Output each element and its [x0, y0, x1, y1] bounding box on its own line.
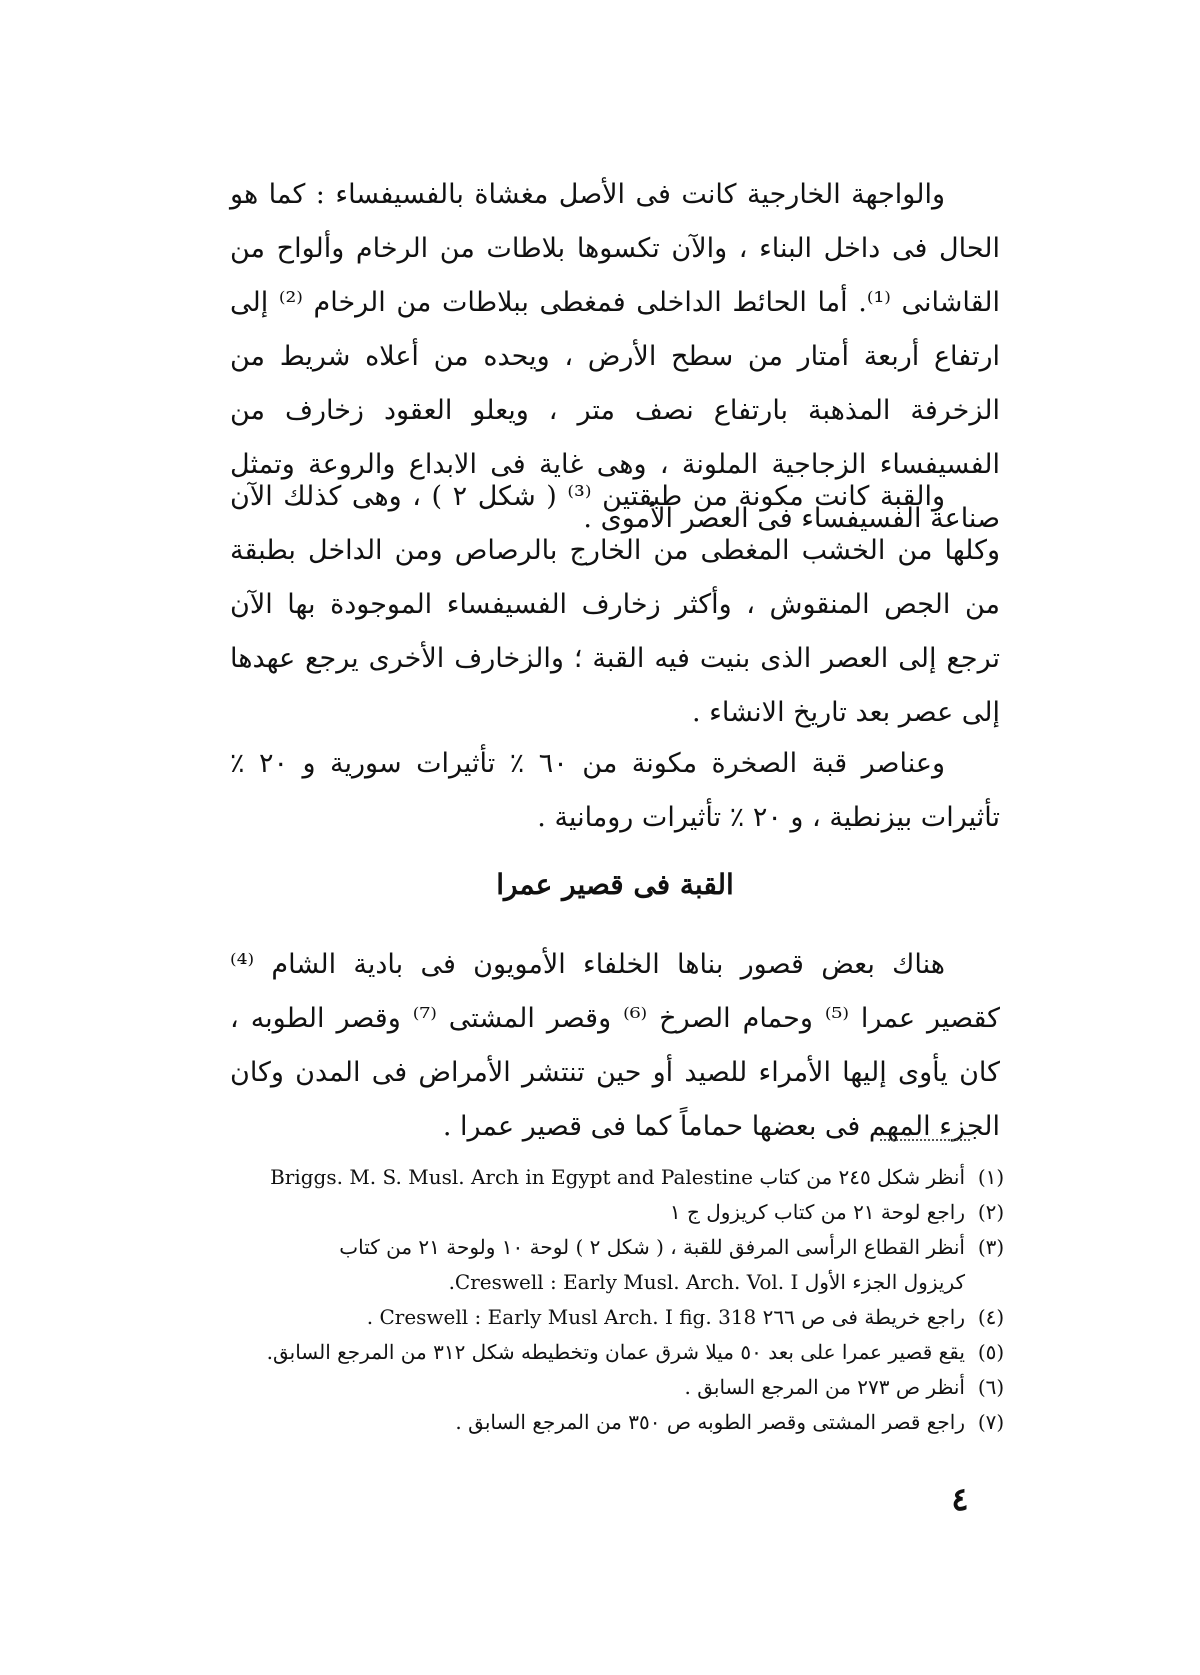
body-paragraph-4 [230, 938, 1000, 1154]
footnote-2 [215, 1195, 1005, 1230]
footnote-text: أنظر شكل ٢٤٥ من كتاب Briggs. M. S. Musl. Arch in Egypt and Palestine [270, 1165, 965, 1189]
footnote-number: (٥) [977, 1340, 1005, 1364]
footnote-text: راجع لوحة ٢١ من كتاب كريزول ج ١ [669, 1200, 965, 1224]
footnotes-list [215, 1160, 1005, 1440]
footnote-3 [215, 1230, 1005, 1265]
paragraph-text: وعناصر قبة الصخرة مكونة من ٦٠ ٪ تأثيرات سورية و ٢٠ ٪ تأثيرات بيزنطية ، و ٢٠ ٪ تأثيرات رومانية . [230, 748, 1000, 833]
section-heading: القبة فى قصير عمرا [496, 868, 734, 901]
footnote-number: (٤) [977, 1305, 1005, 1329]
paragraph-text: والواجهة الخارجية كانت فى الأصل مغشاة بالفسيفساء : كما هو الحال فى داخل البناء ، والآن تكسوها بلاطات من الرخام وألواح من القاشانى ⁽¹⁾. أما الحائط الداخلى فمغطى ببلاطات من الرخام ⁽²⁾ إلى ارتفاع أربعة أمتار من سطح الأرض ، ويحده من أعلاه شريط من الزخرفة المذهبة بارتفاع نصف متر ، ويعلو العقود زخارف من الفسيفساء الزجاجية الملونة ، وهى غاية فى الابداع والروعة وتمثل صناعة الفسيفساء فى العصر الأموى . [230, 179, 1000, 534]
paragraph-text: هناك بعض قصور بناها الخلفاء الأمويون فى بادية الشام ⁽⁴⁾ كقصير عمرا ⁽⁵⁾ وحمام الصرخ ⁽⁶⁾ وقصر المشتى ⁽⁷⁾ وقصر الطوبه ، كان يأوى إليها الأمراء للصيد أو حين تنتشر الأمراض فى المدن وكان الجزء المهم فى بعضها حماماً كما فى قصير عمرا . [230, 949, 1001, 1142]
footnote-text: أنظر ص ٢٧٣ من المرجع السابق . [684, 1375, 965, 1399]
footnote-text: أنظر القطاع الرأسى المرفق للقبة ، ( شكل ٢ ) لوحة ١٠ ولوحة ٢١ من كتاب [339, 1235, 965, 1259]
footnote-number: (٢) [977, 1200, 1005, 1224]
page-number: ٤ [951, 1480, 969, 1518]
footnote-5 [215, 1335, 1005, 1370]
footnote-text: يقع قصير عمرا على بعد ٥٠ ميلا شرق عمان وتخطيطه شكل ٣١٢ من المرجع السابق. [266, 1340, 965, 1364]
footnote-separator [880, 1139, 970, 1141]
footnote-6 [215, 1370, 1005, 1405]
footnote-text: راجع خريطة فى ص ٢٦٦ Creswell : Early Musl Arch. I fig. 318 . [366, 1305, 965, 1329]
footnote-number: (٦) [977, 1375, 1005, 1399]
body-paragraph-3 [230, 737, 1000, 845]
footnote-3-continued [215, 1265, 1005, 1300]
footnote-text: كريزول الجزء الأول Creswell : Early Musl. Arch. Vol. I. [448, 1270, 965, 1294]
paragraph-text: والقبة كانت مكونة من طبقتين ⁽³⁾ ( شكل ٢ ) ، وهى كذلك الآن وكلها من الخشب المغطى من الخارج بالرصاص ومن الداخل بطبقة من الجص المنقوش ، وأكثر زخارف الفسيفساء الموجودة بها الآن ترجع إلى العصر الذى بنيت فيه القبة ؛ والزخارف الأخرى يرجع عهدها إلى عصر بعد تاريخ الانشاء . [230, 481, 1000, 728]
footnote-number: (١) [977, 1165, 1005, 1189]
body-paragraph-2 [230, 470, 1000, 740]
footnote-number: (٣) [977, 1235, 1005, 1259]
footnote-7 [215, 1405, 1005, 1440]
footnote-4 [215, 1300, 1005, 1335]
footnote-text: راجع قصر المشتى وقصر الطوبه ص ٣٥٠ من المرجع السابق . [455, 1410, 965, 1434]
footnote-1 [215, 1160, 1005, 1195]
footnote-number: (٧) [977, 1410, 1005, 1434]
